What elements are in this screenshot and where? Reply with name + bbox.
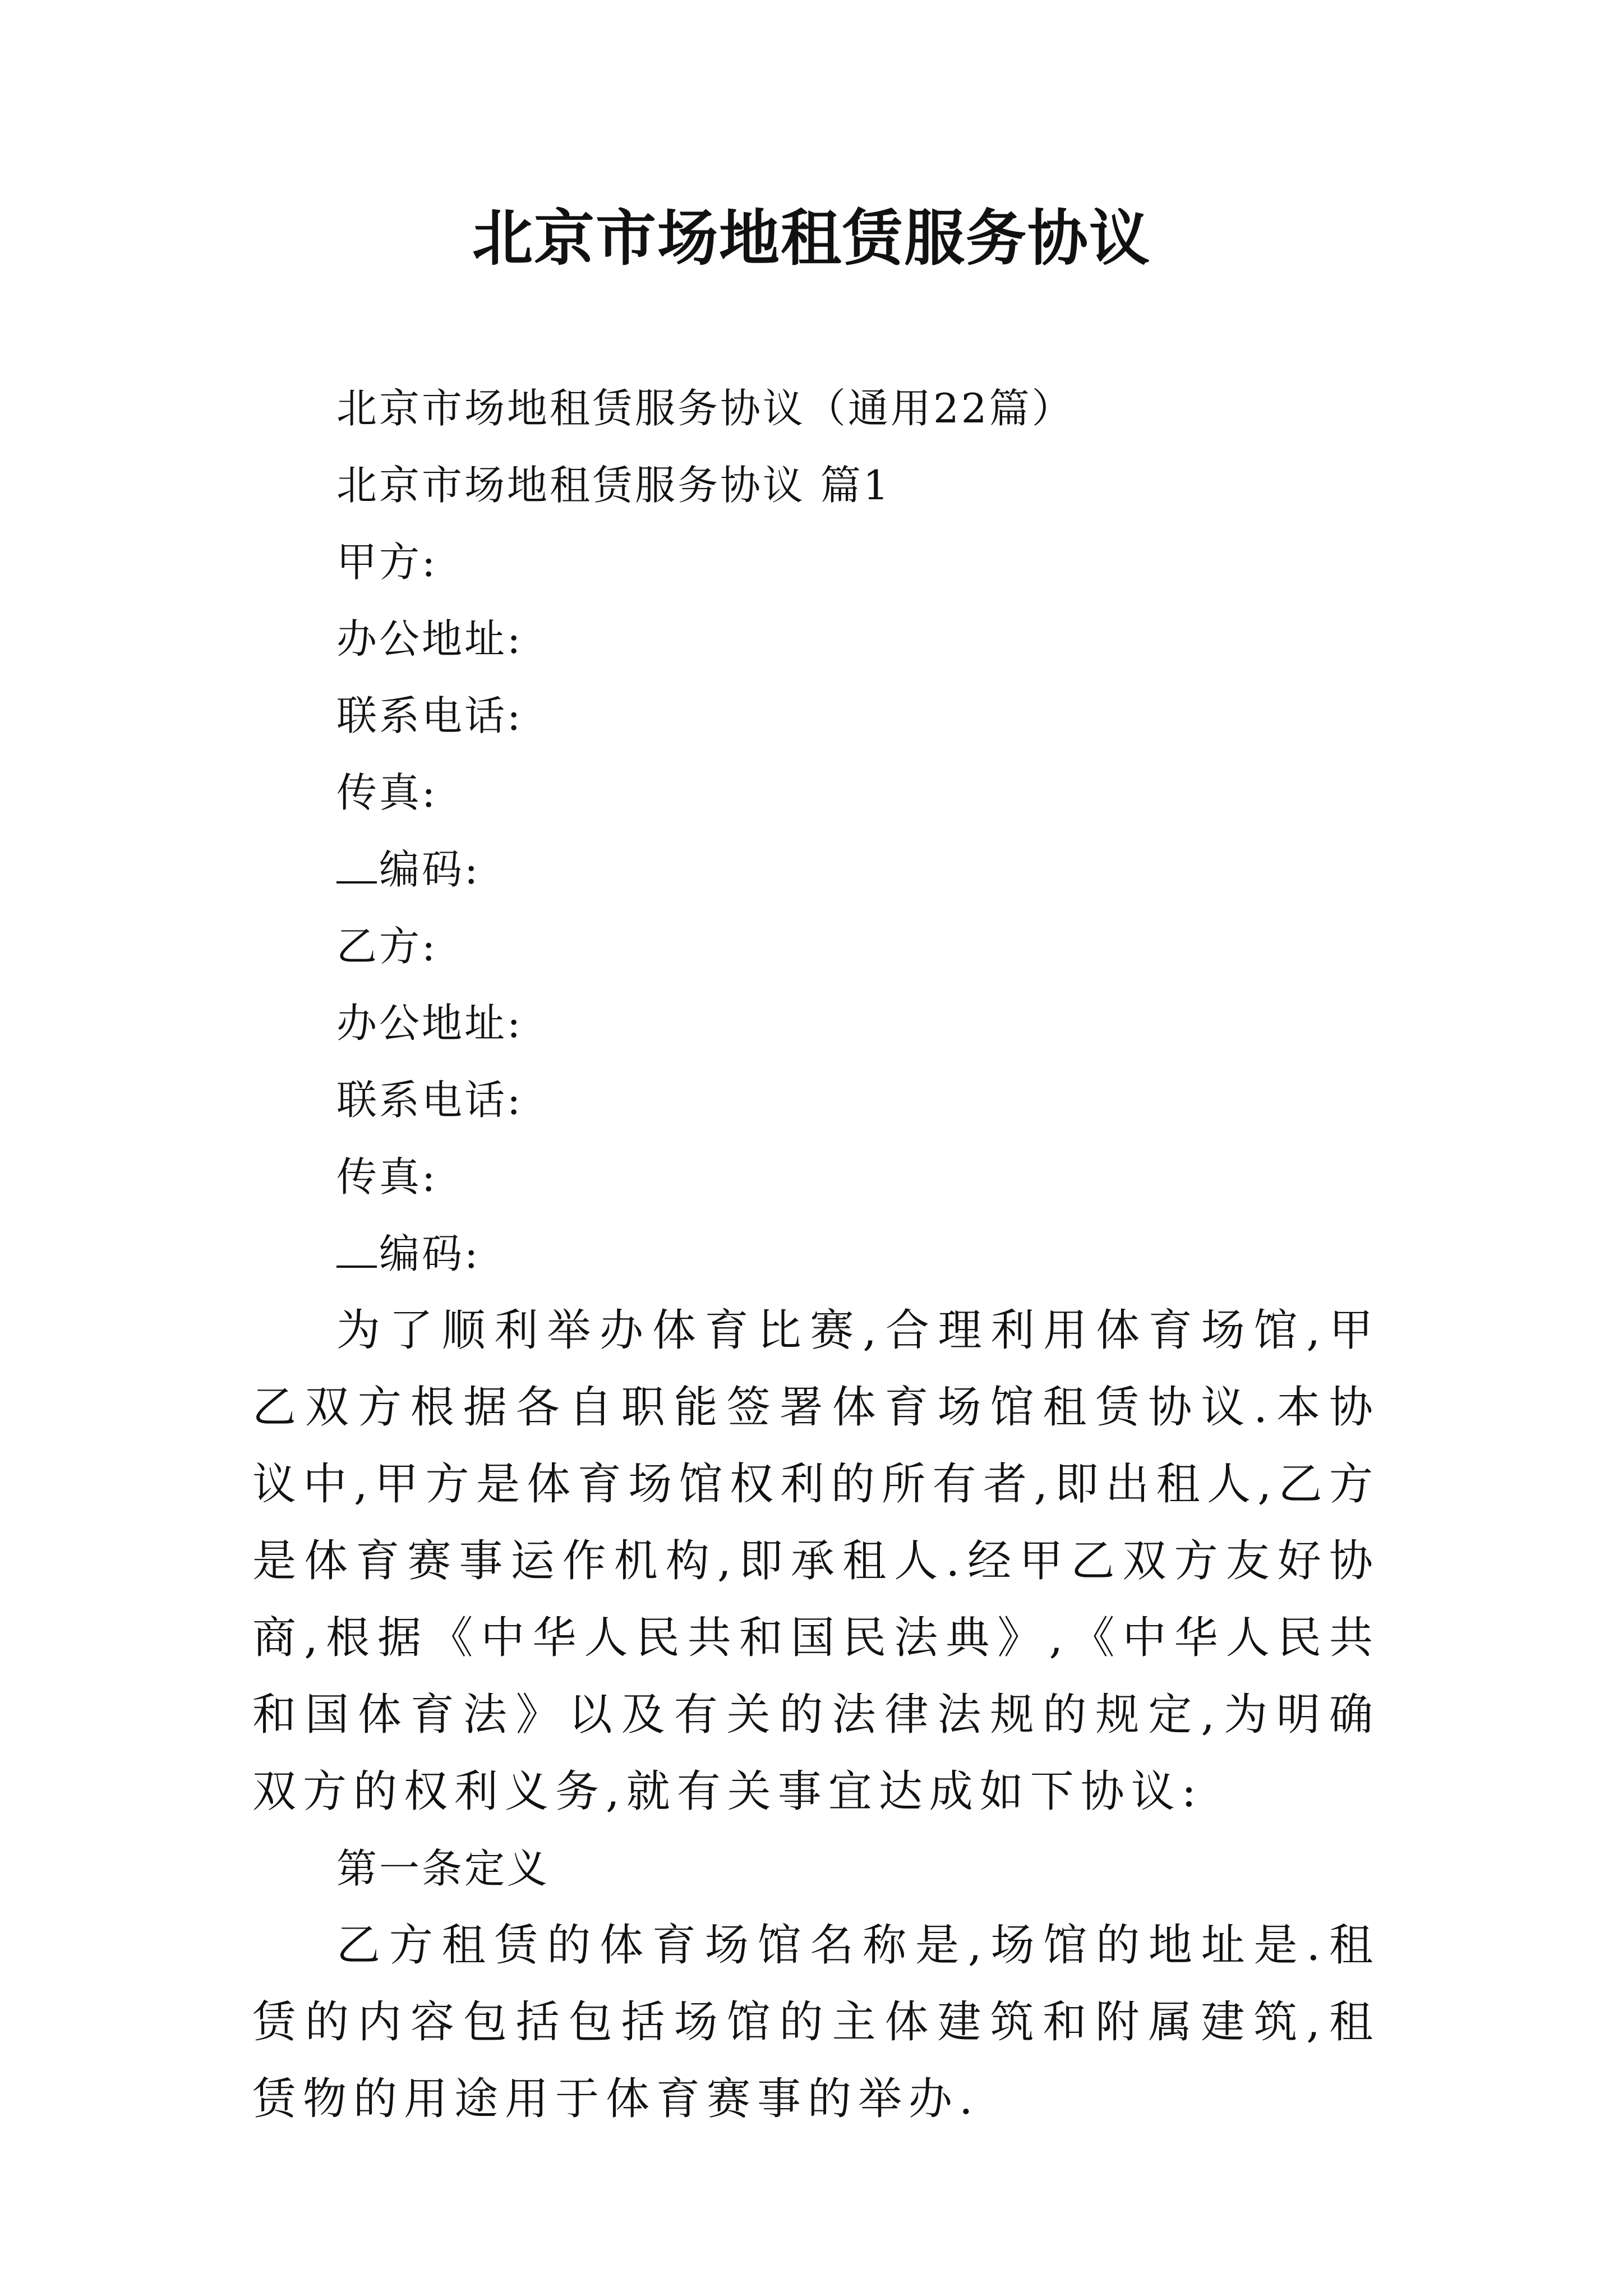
party-a-phone: 联系电话: xyxy=(336,692,523,739)
party-a-address: 办公地址: xyxy=(336,615,523,662)
party-a-fax: 传真: xyxy=(336,769,438,816)
party-a-code-line xyxy=(252,831,1380,908)
document-subtitle: 北京市场地租赁服务协议（通用22篇） xyxy=(336,385,1075,432)
article-1-heading: 第一条定义 xyxy=(336,1845,550,1892)
document-body xyxy=(252,370,1380,2138)
preamble-paragraph: 为了顺利举办体育比赛,合理利用体育场馆,甲乙双方根据各自职能签署体育场馆租赁协议.本协议中,甲方是体育场馆权利的所有者,即出租人,乙方是体育赛事运作机构,即承租人.经甲乙双方友好协商,根据《中华人民共和国民法典》,《中华人民共和国体育法》以及有关的法律法规的规定,为明确双方的权利义务,就有关事宜达成如下协议: xyxy=(252,1305,1380,1817)
blank-underline xyxy=(336,1230,377,1268)
chapter-heading: 北京市场地租赁服务协议 篇1 xyxy=(336,462,891,509)
party-b-code-line xyxy=(252,1216,1380,1292)
party-b-label: 乙方: xyxy=(336,923,438,970)
party-b-phone: 联系电话: xyxy=(336,1076,523,1124)
party-b-code: 编码: xyxy=(379,1230,481,1277)
party-b-address: 办公地址: xyxy=(336,1000,523,1047)
party-a-label: 甲方: xyxy=(336,539,438,586)
party-b-fax: 传真: xyxy=(336,1153,438,1200)
document-title: 北京市场地租赁服务协议 xyxy=(472,203,1151,274)
party-a-code: 编码: xyxy=(379,846,481,893)
article-1-body: 乙方租赁的体育场馆名称是,场馆的地址是.租赁的内容包括包括场馆的主体建筑和附属建筑,租赁物的用途用于体育赛事的举办. xyxy=(252,1920,1380,2124)
blank-underline xyxy=(336,845,377,884)
